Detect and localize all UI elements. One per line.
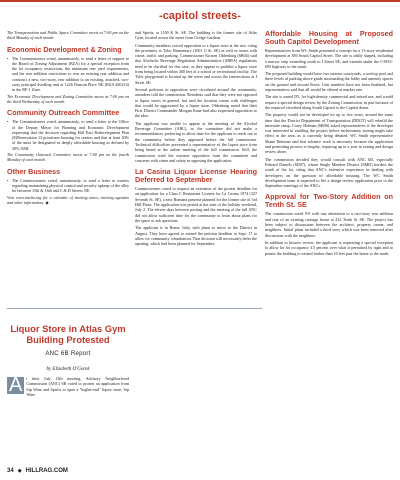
column-1 [7, 30, 129, 207]
feature-title: Liquor Store in Atlas Gym Building Protested [10, 323, 126, 345]
end-diamond-icon: ◆ [45, 199, 49, 205]
article-paragraph: The property would not be developed for up to five years, around the same time that the District Department of Transportation (DDOT) will rebuild the interstate ramp. Corey Holman (6B06) asked representatives if the developer was interested in entitling the project before inclusionary zoning might take effect in the area, as is currently being debated. WC Smith representative Shane Dettman said that advance work is necessary because the application and permitting process is lengthy, requiring up to a year in zoning and design review alone. [265, 112, 393, 155]
page-folio [7, 468, 68, 474]
article-paragraph: Community members voiced opposition to a liquor store at the site, citing the proximity to Tyler Elementary (1001 G St. SE) as well as issues with crime, traffic and parking. Commissioner Kirsten Oldenburg (6B04) said that Alcoholic Beverage Regulation Administration (ABRA) regulations need to be clarified for this case, as they appear to prohibit a liquor store from being located within 400 feet of a school or recreational facility. The Tyler playground is located up the street and across the intersections at I Street SE. [135, 42, 257, 85]
article-paragraph: Representatives from WC Smith presented a concept for a 13-story residential development at 850 South Capitol Street. The site is oddly shaped, including a narrow strip extending south to I Street SE, and extends under the I-395/I-695 highway to the south. [265, 48, 393, 69]
article-paragraph: In addition to historic review, the applicant is requesting a special exception to allow for lot occupancy 3.5 percent over what is permitted by right and to permit the building to extend farther than 10 feet past the home to the north. [265, 239, 393, 256]
site-name: HILLRAG.COM [25, 468, 68, 474]
econ-list [7, 56, 129, 93]
outreach-list [7, 119, 129, 151]
other-list [7, 178, 129, 194]
top-rule [0, 0, 400, 2]
article-paragraph: Commissioners voted to request an extension of the protest deadline for an application for a Class C Restaurant License for La Casina 1974 (327 Seventh St. SE), a new Romana pinseria planned for the former site of 3rd Hill Pizza. The application was posted at the start of the holiday weekend, July 2. The eleven days between posting and the meeting of the full ANC did not allow sufficient time for the community to learn about plans for the space or ask questions. [135, 186, 257, 223]
article-paragraph: and Spirits, at 1100 K St. SE. The building is the former site of Atlas Gym, located across the street from Gridge Gardens. [135, 30, 257, 41]
section-divider [7, 308, 262, 309]
article-paragraph: The applicant is in Rome, Italy, with plans to move to the District in August. They have agreed to extend the petition deadline to Sept. 17 to allow for community consultation. That decision will necessarily defer the opening, which had been planned for September. [135, 225, 257, 247]
other-heading: Other Business [7, 166, 61, 176]
lacasina-heading: La Casina Liquor License Hearing Deferred to September [135, 167, 257, 185]
folio-diamond-icon: ◆ [17, 468, 22, 474]
closing-note: Visit www.anc6a.org for a calendar of meeting times, meeting agendas and other information. ◆ [7, 194, 129, 205]
section-masthead: -capitol streets- [159, 10, 241, 22]
article-paragraph: Several petitions in opposition were circulated around the community, attendees told the commission. Residents said that they were not opposed to liquor stores in general, but said the location comes with challenges that would be aggravated by a liquor store. Oldenburg noted that their First District Commander Morgan Kane had also expressed opposition to the idea. [135, 86, 257, 119]
econ-note: The Economic Development and Zoning Committee meets at 7:00 pm on the third Wednesday of each month. [7, 93, 129, 104]
column-3 [265, 30, 393, 258]
feature-article [7, 312, 129, 432]
feature-subtitle: ANC 6B Report [45, 351, 91, 358]
column-2 [135, 30, 257, 248]
econ-heading: Economic Development & Zoning [7, 44, 122, 54]
feature-byline: by Elizabeth O'Gorek [46, 367, 90, 373]
outreach-heading: Community Outreach Committee [7, 108, 120, 118]
feature-lead [7, 376, 129, 397]
article-paragraph: The commission voted 9-0 with one abstention to a two-story rear addition and rear of an existing carriage house at 232 Tenth St. SE. The project has been subject to discussions between the architect, property owner, and neighbors. Initial plans included a third story which was been removed after discussions with the neighbors. [265, 211, 393, 238]
article-paragraph: The proposed building would have two interior courtyards, a rooftop pool and three levels of parking above grade surrounding the lobby and amenity spaces on the ground and second floors. Unit numbers have not been finalized, but representatives said that all would be offered at market rate. [265, 71, 393, 93]
article-paragraph: The applicant was unable to appear at the meeting of the Alcohol Beverage Committee (ABC), so the committee did not make a recommendation, preferring to allow time for the applicant to reach out to the community before they appeared before the full commission. Technical difficulties prevented a representative of the liquor store from being heard at the online meeting of the full commission. Still, the commission cited the extreme opposition from the committee and concerns with crime and safety in opposing the application. [135, 120, 257, 163]
econ-item: • The Commissioners voted, unanimously, to send a letter of support to the Board of Zoning Adjustment (BZA) for a special exception from the lot occupancy restrictions, the minimum rear yard requirements, and the rear addition restrictions to rear an existing rear addition and construct a new, two-story, rear addition to an existing, attached, two-story principal dwelling unit at 1226 Duncan Place NE (BZA #20214) in the RF-1 Zone. [7, 56, 129, 93]
feature-lead-text: t their July 13th meeting, Advisory Neighborhood Commission (ANC) 6B voted to protest an application from Sip Wine and Spirits to open a "higher-end" liquor store, Sip Wine [26, 376, 129, 398]
addition-heading: Approval for Two-Story Addition on Tenth St. SE [265, 192, 393, 210]
article-paragraph: The commission decided they would consult with ANC 6D, especially Edward Daniels (6D07), whose Single Member District (SMD) borders the south of the lot, citing that ANC's extensive experience in dealing with developers on the question of affordable housing. The WC Smith development team is expected to file a design review application prior to the September meetings of the ANCs. [265, 156, 393, 189]
committee-intro: The Transportation and Public Space Committee meets at 7:00 pm on the third Monday of each month. [7, 30, 129, 41]
outreach-note: The Community Outreach Committee meets at 7:00 pm on the fourth Monday of each month. [7, 152, 129, 163]
outreach-item: • The Commissioners voted, unanimously, to send a letter to the Office of the Deputy Mayor for Planning and Economic Development requesting that the decision regarding Hill East Redevelopment Plan (E)Reservation 13 prioritizes housing for seniors and that at least 30% of the units be designated as deeply affordable housing as defined by 30% AMI. [7, 119, 129, 151]
dropcap: A [9, 374, 23, 397]
page-number: 34 [7, 468, 14, 474]
article-paragraph: The site is zoned D5, for high-density commercial and mixed use, and would require a special design review by the Zoning Commission, in part because of the required viewshed along South Capitol to the Capitol dome. [265, 94, 393, 110]
affordable-heading: Affordable Housing at Proposed South Capitol Development [265, 29, 393, 46]
other-item: • The Commissioners voted, unanimously, to send a letter to owners regarding maintaining physical control and security upkeep of the alley lot between 15th & 16th and C & D Streets NE. [7, 178, 129, 194]
